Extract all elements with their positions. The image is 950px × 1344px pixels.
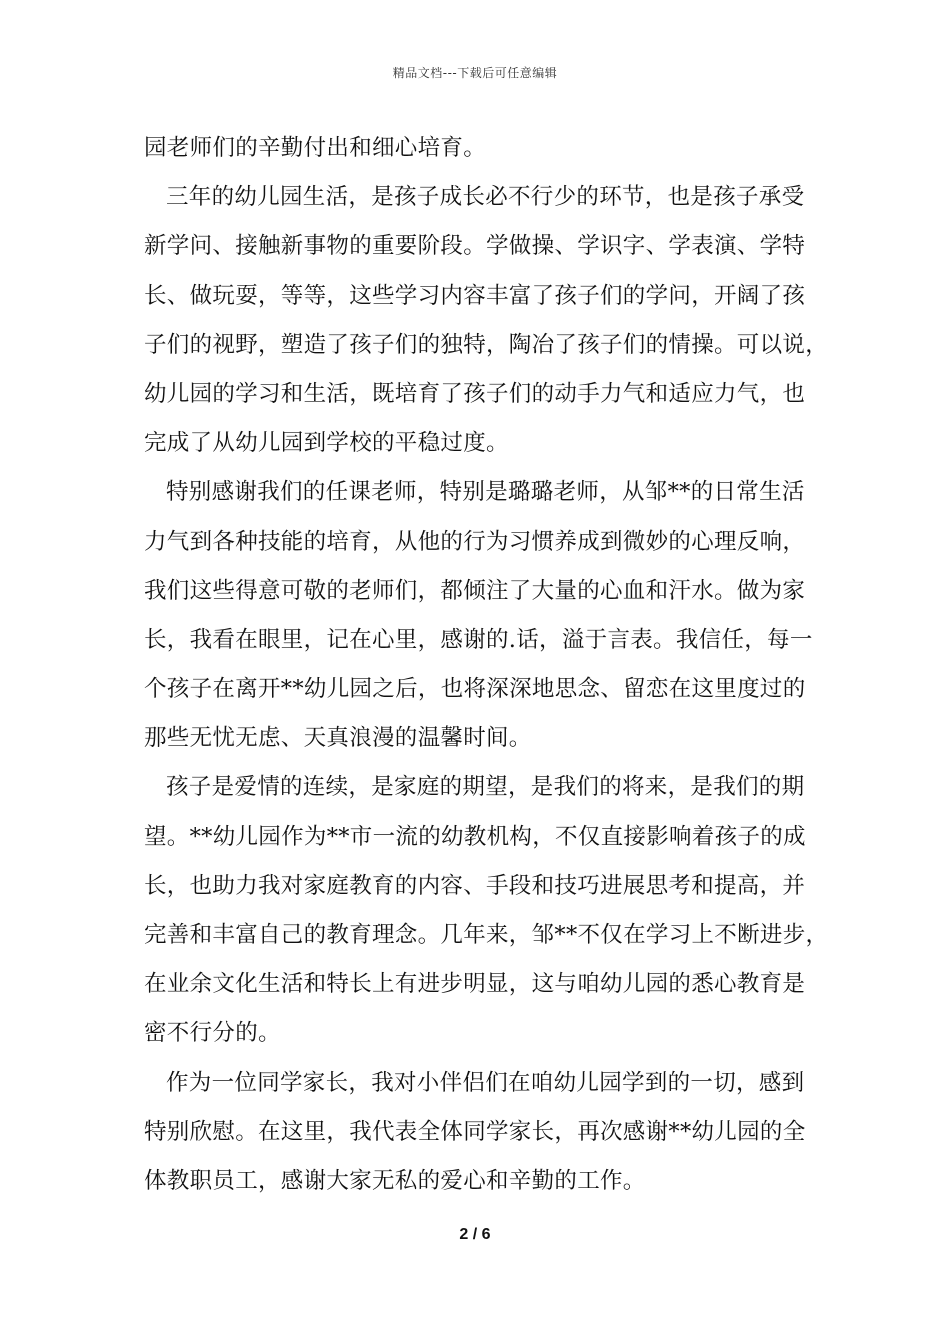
text-line: 完善和丰富自己的教育理念。几年来，邹**不仅在学习上不断进步， <box>144 922 829 948</box>
text-line: 长、做玩耍，等等，这些学习内容丰富了孩子们的学问，开阔了孩 <box>144 282 806 309</box>
page-header: 精品文档---下载后可任意编辑 <box>392 66 558 80</box>
page-number: 2 / 6 <box>459 1226 491 1243</box>
text-line: 园老师们的辛勤付出和细心培育。 <box>144 135 487 161</box>
paragraph-start-line: 作为一位同学家长，我对小伴侣们在咱幼儿园学到的一切，感到 <box>166 1069 805 1096</box>
document-body <box>144 124 829 1206</box>
text-line: 长，我看在眼里，记在心里，感谢的.话，溢于言表。我信任，每一 <box>144 626 813 653</box>
text-line: 体教职员工，感谢大家无私的爱心和辛勤的工作。 <box>144 1167 646 1194</box>
paragraph-start-line: 特别感谢我们的任课老师，特别是璐璐老师，从邹**的日常生活 <box>166 479 805 506</box>
text-line: 力气到各种技能的培育，从他的行为习惯养成到微妙的心理反响， <box>144 528 806 555</box>
text-line: 在业余文化生活和特长上有进步明显，这与咱幼儿园的悉心教育是 <box>144 971 806 998</box>
text-line: 望。**幼儿园作为**市一流的幼教机构，不仅直接影响着孩子的成 <box>144 823 806 850</box>
text-line: 特别欣慰。在这里，我代表全体同学家长，再次感谢**幼儿园的全 <box>144 1118 806 1145</box>
text-line: 那些无忧无虑、天真浪漫的温馨时间。 <box>144 725 532 752</box>
text-line: 个孩子在离开**幼儿园之后，也将深深地思念、留恋在这里度过的 <box>144 676 806 703</box>
text-line: 子们的视野，塑造了孩子们的独特，陶冶了孩子们的情操。可以说， <box>144 331 829 358</box>
text-line: 完成了从幼儿园到学校的平稳过度。 <box>144 430 509 457</box>
text-line: 长，也助力我对家庭教育的内容、手段和技巧进展思考和提高，并 <box>144 872 806 899</box>
text-line: 我们这些得意可敬的老师们，都倾注了大量的心血和汗水。做为家 <box>144 577 806 604</box>
text-line: 新学问、接触新事物的重要阶段。学做操、学识字、学表演、学特 <box>144 233 806 260</box>
paragraph-start-line: 三年的幼儿园生活，是孩子成长必不行少的环节，也是孩子承受 <box>166 184 805 211</box>
text-line: 幼儿园的学习和生活，既培育了孩子们的动手力气和适应力气，也 <box>144 380 806 407</box>
paragraph-start-line: 孩子是爱情的连续，是家庭的期望，是我们的将来，是我们的期 <box>166 774 805 801</box>
text-line: 密不行分的。 <box>144 1020 281 1047</box>
